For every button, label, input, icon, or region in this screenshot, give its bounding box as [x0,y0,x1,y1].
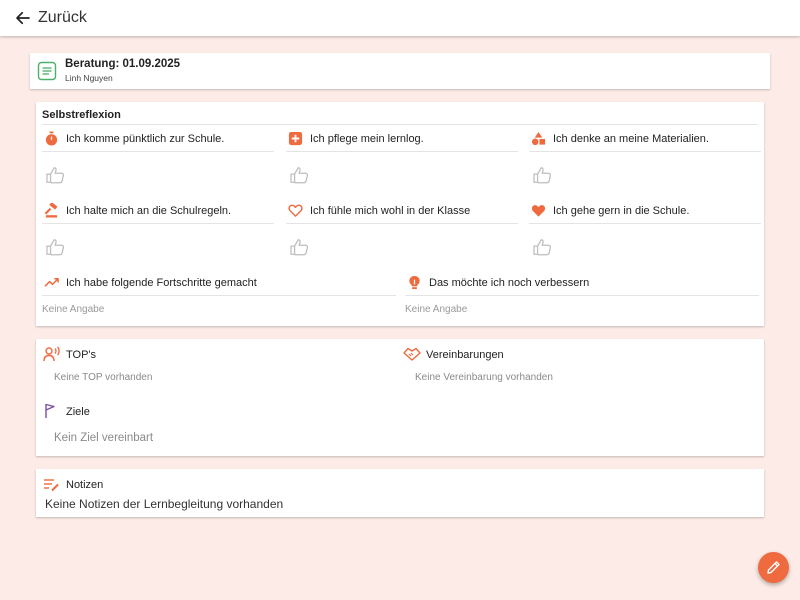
session-title: Beratung: 01.09.2025 [65,58,181,70]
divider [42,124,758,125]
arrow-left-icon[interactable] [14,9,32,27]
thumbs-up-icon[interactable] [45,166,67,184]
stopwatch-icon [44,131,59,146]
reflection-label: Ich denke an meine Materialien. [553,133,709,145]
session-card [30,53,770,89]
notes-text: Keine Notizen der Lernbegleitung vorhanden [45,497,284,511]
agreements-empty: Keine Vereinbarung vorhanden [415,372,553,383]
reflection-label: Ich komme pünktlich zur Schule. [66,133,225,145]
thumbs-up-icon[interactable] [45,238,67,256]
heart-outline-icon [288,203,303,218]
reflection-label: Ich gehe gern in die Schule. [553,205,690,217]
agreements-label: Vereinbarungen [426,349,504,361]
progress-label: Ich habe folgende Fortschritte gemacht [66,277,257,289]
plus-box-icon [288,131,303,146]
reflection-label: Ich fühle mich wohl in der Klasse [310,205,471,217]
reflection-item [42,198,274,224]
student-name: Linh Nguyen [65,73,113,83]
shapes-icon [531,131,546,146]
notes-card [36,469,764,517]
section-title: Selbstreflexion [42,109,121,121]
notes-label: Notizen [66,479,104,491]
reflection-item [529,198,761,224]
tops-label: TOP's [66,349,97,361]
reflection-item [529,126,761,152]
progress-field [42,270,396,315]
edit-fab-button[interactable] [758,552,789,583]
reflection-item [42,126,274,152]
thumbs-up-icon[interactable] [532,166,554,184]
speaker-person-icon [43,346,61,362]
back-button[interactable]: Zurück [38,9,87,26]
improve-field [405,270,759,315]
goals-label: Ziele [66,406,90,418]
heart-icon [531,203,546,218]
thumbs-up-icon[interactable] [289,166,311,184]
gavel-icon [44,203,59,218]
goals-empty: Kein Ziel vereinbart [54,432,154,444]
improve-value: Keine Angabe [405,304,468,315]
reflection-item [286,126,518,152]
lightbulb-icon [407,275,422,290]
reflection-label: Ich pflege mein lernlog. [310,133,424,145]
progress-value: Keine Angabe [42,304,105,315]
meeting-card [36,339,764,456]
reflection-item [286,198,518,224]
handshake-icon [403,346,421,362]
notes-edit-icon [43,478,59,492]
pencil-icon [765,559,782,576]
flag-icon [43,403,61,419]
reflection-label: Ich halte mich an die Schulregeln. [66,205,232,217]
self-reflection-card [36,102,764,326]
thumbs-up-icon[interactable] [289,238,311,256]
tops-empty: Keine TOP vorhanden [54,372,153,383]
trending-up-icon [44,275,59,290]
improve-label: Das möchte ich noch verbessern [429,277,590,289]
document-icon [37,61,57,81]
thumbs-up-icon[interactable] [532,238,554,256]
top-bar [0,0,800,36]
